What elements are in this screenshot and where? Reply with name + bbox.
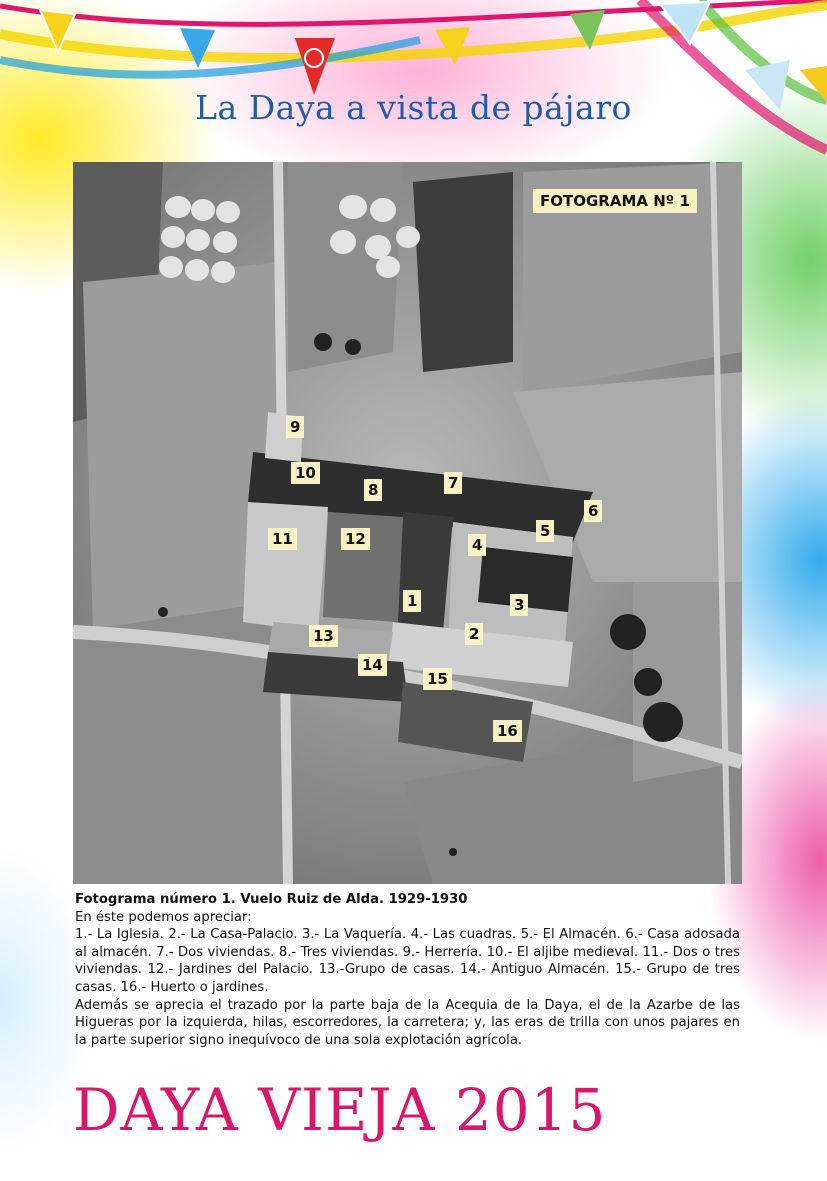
marker-12: 12 xyxy=(341,528,370,550)
caption-closing: Además se aprecia el trazado por la parte baja de la Acequia de la Daya, el de la Azarbe de las Higueras por la izquierda, hilas, escorredores, la carretera; y, las eras de trilla con unos pajares en la parte superior signo inequívoco de una sola explotación agrícola. xyxy=(75,997,740,1048)
caption-heading: Fotograma número 1. Vuelo Ruiz de Alda. 1929-1930 xyxy=(75,892,468,907)
caption-intro: En éste podemos apreciar: xyxy=(75,909,252,925)
photo-caption xyxy=(75,891,740,1049)
marker-11: 11 xyxy=(268,528,297,550)
marker-1: 1 xyxy=(403,590,421,612)
caption-list: 1.- La Iglesia. 2.- La Casa-Palacio. 3.- La Vaquería. 4.- Las cuadras. 5.- El Almacén. 6.- Casa adosada al almacén. 7.- Dos viviendas. 8.- Tres viviendas. 9.- Herrería. 10.- El aljibe medieval. 11.- Dos o tres viviendas. 12.- Jardines del Palacio. 13.-Grupo de casas. 14.- Antiguo Almacén. 15.- Grupo de tres casas. 16.- Huerto o jardines. xyxy=(75,927,740,995)
marker-9: 9 xyxy=(286,416,304,438)
marker-6: 6 xyxy=(584,500,602,522)
aerial-photo-image xyxy=(73,162,742,884)
frame-label: FOTOGRAMA Nº 1 xyxy=(533,189,697,213)
marker-7: 7 xyxy=(444,472,462,494)
marker-5: 5 xyxy=(536,520,554,542)
marker-2: 2 xyxy=(465,623,483,645)
marker-4: 4 xyxy=(468,534,486,556)
marker-3: 3 xyxy=(510,594,528,616)
marker-8: 8 xyxy=(364,479,382,501)
marker-16: 16 xyxy=(493,720,522,742)
aerial-photograph xyxy=(73,162,742,884)
marker-14: 14 xyxy=(358,654,387,676)
pennant-banner xyxy=(0,0,827,170)
marker-15: 15 xyxy=(423,668,452,690)
footer-title: DAYA VIEJA 2015 xyxy=(73,1076,607,1144)
marker-13: 13 xyxy=(309,625,338,647)
marker-10: 10 xyxy=(291,462,320,484)
page-title: La Daya a vista de pájaro xyxy=(195,88,632,127)
